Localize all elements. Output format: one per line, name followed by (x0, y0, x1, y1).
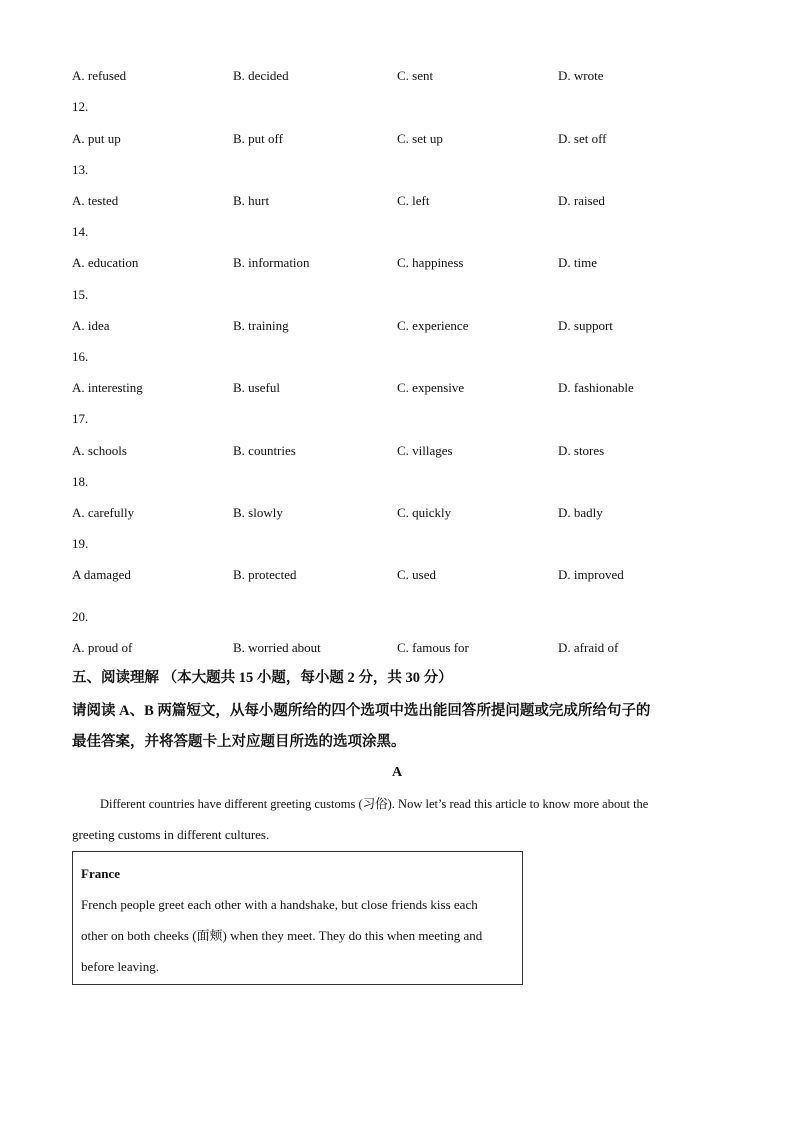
option-d: D. stores (558, 443, 605, 458)
option-b: B. protected (233, 567, 297, 582)
question-12-options (72, 129, 752, 149)
option-c: C. villages (397, 443, 453, 458)
box-text-line2: other on both cheeks (面颊) when they meet. They do this when meeting and (81, 928, 483, 943)
box-title: France (81, 866, 120, 881)
question-17-options (72, 441, 752, 461)
option-c: C. famous for (397, 640, 469, 655)
option-d: D. afraid of (558, 640, 619, 655)
question-18-options (72, 503, 752, 523)
section-title: 五、阅读理解 （本大题共 15 小题，每小题 2 分，共 30 分） (72, 670, 453, 686)
option-c: C. left (397, 193, 430, 208)
passage-label: A (391, 765, 403, 780)
option-d: D. time (558, 255, 597, 270)
option-d: D. improved (558, 567, 624, 582)
culture-box-france (72, 851, 523, 985)
option-c: C. experience (397, 318, 469, 333)
question-number: 16. (72, 349, 89, 364)
option-a: A. tested (72, 193, 119, 208)
section-instruction-line2: 最佳答案，并将答题卡上对应题目所选的选项涂黑。 (72, 734, 406, 750)
section-instruction-line1: 请阅读 A、B 两篇短文，从每小题所给的四个选项中选出能回答所提问题或完成所给句子的 (72, 703, 651, 719)
option-a: A. idea (72, 318, 110, 333)
question-number: 19. (72, 536, 89, 551)
option-a: A. schools (72, 443, 127, 458)
option-d: D. wrote (558, 68, 604, 83)
option-b: B. training (233, 318, 289, 333)
option-c: C. happiness (397, 255, 464, 270)
option-b: B. useful (233, 380, 280, 395)
option-c: C. expensive (397, 380, 465, 395)
option-d: D. raised (558, 193, 605, 208)
option-c: C. used (397, 567, 436, 582)
box-text-line3: before leaving. (81, 959, 159, 974)
option-b: B. put off (233, 131, 283, 146)
option-c: C. sent (397, 68, 434, 83)
question-number: 15. (72, 287, 89, 302)
question-11-options (72, 66, 752, 86)
question-15-options (72, 316, 752, 336)
option-b: B. slowly (233, 505, 283, 520)
option-a: A. refused (72, 68, 127, 83)
option-c: C. quickly (397, 505, 452, 520)
option-b: B. information (233, 255, 310, 270)
option-d: D. badly (558, 505, 603, 520)
option-d: D. set off (558, 131, 607, 146)
option-a: A. proud of (72, 640, 133, 655)
option-a: A. carefully (72, 505, 135, 520)
question-16-options (72, 378, 752, 398)
question-number: 12. (72, 99, 89, 114)
option-d: D. fashionable (558, 380, 634, 395)
box-text-line1: French people greet each other with a handshake, but close friends kiss each (81, 897, 478, 912)
question-number: 13. (72, 162, 89, 177)
option-b: B. worried about (233, 640, 321, 655)
option-c: C. set up (397, 131, 443, 146)
option-a: A damaged (72, 567, 131, 582)
question-number: 18. (72, 474, 89, 489)
question-20-options (72, 638, 752, 658)
option-a: A. put up (72, 131, 121, 146)
question-number: 20. (72, 609, 89, 624)
option-a: A. interesting (72, 380, 143, 395)
passage-intro-line1: Different countries have different greeting customs (习俗). Now let’s read this article to know more about the (100, 797, 649, 811)
question-14-options (72, 253, 752, 273)
question-19-options (72, 565, 752, 585)
option-a: A. education (72, 255, 139, 270)
option-b: B. decided (233, 68, 289, 83)
option-b: B. countries (233, 443, 296, 458)
question-13-options (72, 191, 752, 211)
option-d: D. support (558, 318, 613, 333)
option-b: B. hurt (233, 193, 270, 208)
passage-intro-line2: greeting customs in different cultures. (72, 827, 270, 842)
question-number: 17. (72, 411, 89, 426)
question-number: 14. (72, 224, 89, 239)
